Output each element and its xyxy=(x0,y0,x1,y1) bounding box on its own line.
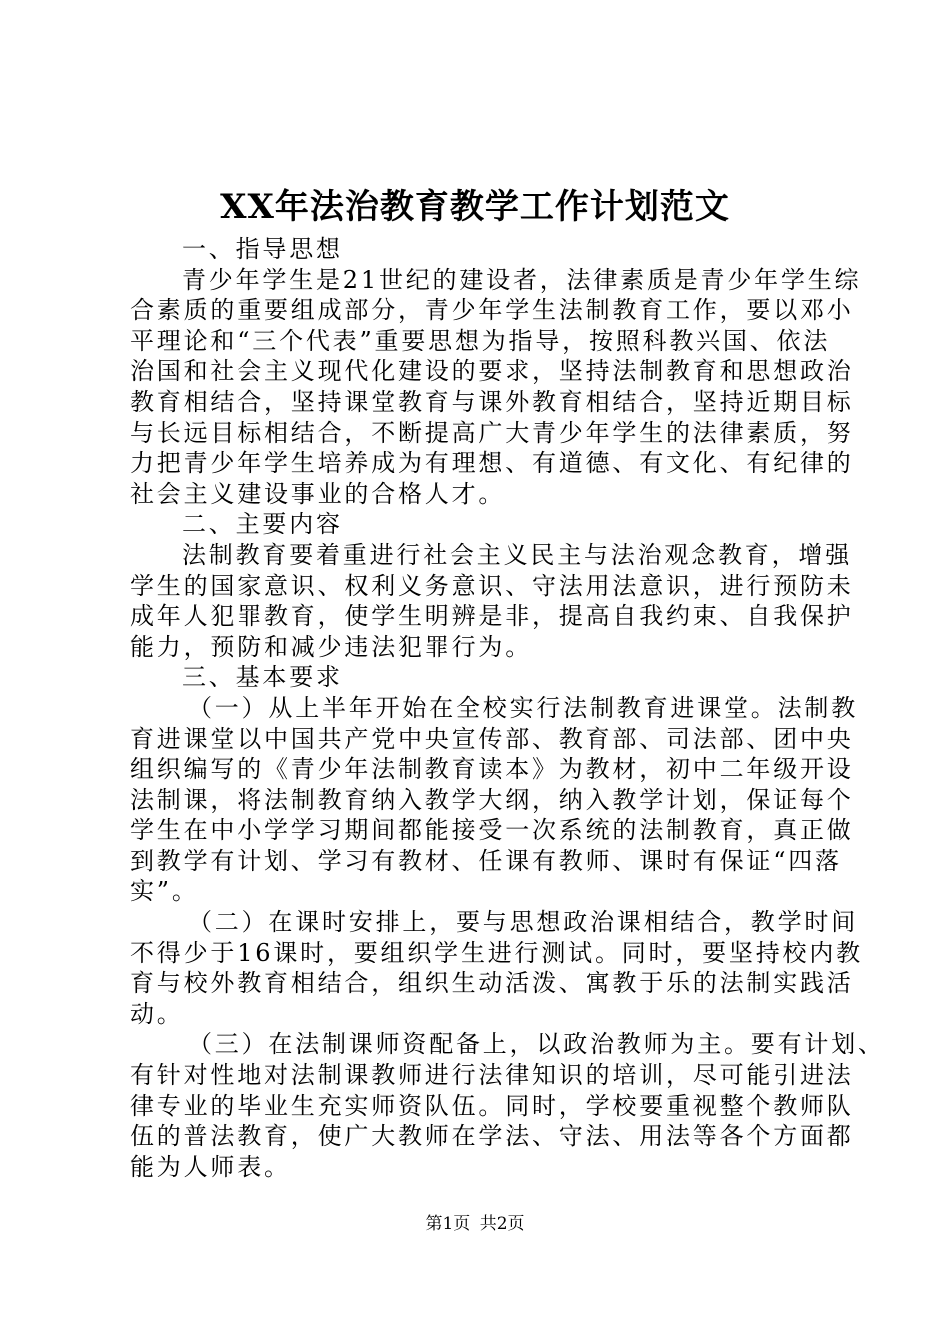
paragraph-line: 力把青少年学生培养成为有理想、有道德、有文化、有纪律的 xyxy=(130,449,854,478)
paragraph-line: （二）在课时安排上，要与思想政治课相结合，教学时间 xyxy=(188,908,858,937)
paragraph-line: 社会主义建设事业的合格人才。 xyxy=(130,479,506,508)
paragraph-line: 律专业的毕业生充实师资队伍。同时，学校要重视整个教师队 xyxy=(130,1091,854,1120)
paragraph-line: 伍的普法教育，使广大教师在学法、守法、用法等各个方面都 xyxy=(130,1122,854,1151)
paragraph-line: 能为人师表。 xyxy=(130,1152,291,1181)
paragraph-line: 育进课堂以中国共产党中央宣传部、教育部、司法部、团中央 xyxy=(130,724,854,753)
paragraph-line: 能力，预防和减少违法犯罪行为。 xyxy=(130,632,532,661)
paragraph-line: 不得少于16课时，要组织学生进行测试。同时，要坚持校内教 xyxy=(130,938,863,967)
paragraph-line: 到教学有计划、学习有教材、任课有教师、课时有保证“四落 xyxy=(130,846,842,875)
paragraph-line: 成年人犯罪教育，使学生明辨是非，提高自我约束、自我保护 xyxy=(130,602,854,631)
section-heading: 三、基本要求 xyxy=(182,663,343,692)
paragraph-line: 实”。 xyxy=(130,877,199,906)
paragraph-line: 青少年学生是21世纪的建设者，法律素质是青少年学生综 xyxy=(182,265,862,294)
page-footer xyxy=(0,1212,950,1236)
paragraph-line: 动。 xyxy=(130,999,184,1028)
section-heading: 二、主要内容 xyxy=(182,510,343,539)
paragraph-line: 组织编写的《青少年法制教育读本》为教材，初中二年级开设 xyxy=(130,755,854,784)
paragraph-line: 有针对性地对法制课教师进行法律知识的培训，尽可能引进法 xyxy=(130,1061,854,1090)
paragraph-line: 法制教育要着重进行社会主义民主与法治观念教育，增强 xyxy=(182,540,852,569)
page-number: 第1页 xyxy=(425,1214,471,1234)
paragraph-line: 法制课，将法制教育纳入教学大纲，纳入教学计划，保证每个 xyxy=(130,785,854,814)
paragraph-line: 治国和社会主义现代化建设的要求，坚持法制教育和思想政治 xyxy=(130,357,854,386)
paragraph-line: 合素质的重要组成部分，青少年学生法制教育工作，要以邓小 xyxy=(130,296,854,325)
paragraph-line: 平理论和“三个代表”重要思想为指导，按照科教兴国、依法 xyxy=(130,326,831,355)
page-total: 共2页 xyxy=(479,1214,525,1234)
paragraph-line: 学生的国家意识、权利义务意识、守法用法意识，进行预防未 xyxy=(130,571,854,600)
paragraph-line: 育与校外教育相结合，组织生动活泼、寓教于乐的法制实践活 xyxy=(130,969,854,998)
paragraph-line: （三）在法制课师资配备上，以政治教师为主。要有计划、 xyxy=(188,1030,885,1059)
paragraph-line: （一）从上半年开始在全校实行法制教育进课堂。法制教 xyxy=(188,693,858,722)
document-title: XX年法治教育教学工作计划范文 xyxy=(220,187,730,227)
section-heading: 一、指导思想 xyxy=(182,235,343,263)
document-body xyxy=(130,234,885,1182)
paragraph-line: 教育相结合，坚持课堂教育与课外教育相结合，坚持近期目标 xyxy=(130,387,854,416)
paragraph-line: 学生在中小学学习期间都能接受一次系统的法制教育，真正做 xyxy=(130,816,854,845)
paragraph-line: 与长远目标相结合，不断提高广大青少年学生的法律素质，努 xyxy=(130,418,854,447)
